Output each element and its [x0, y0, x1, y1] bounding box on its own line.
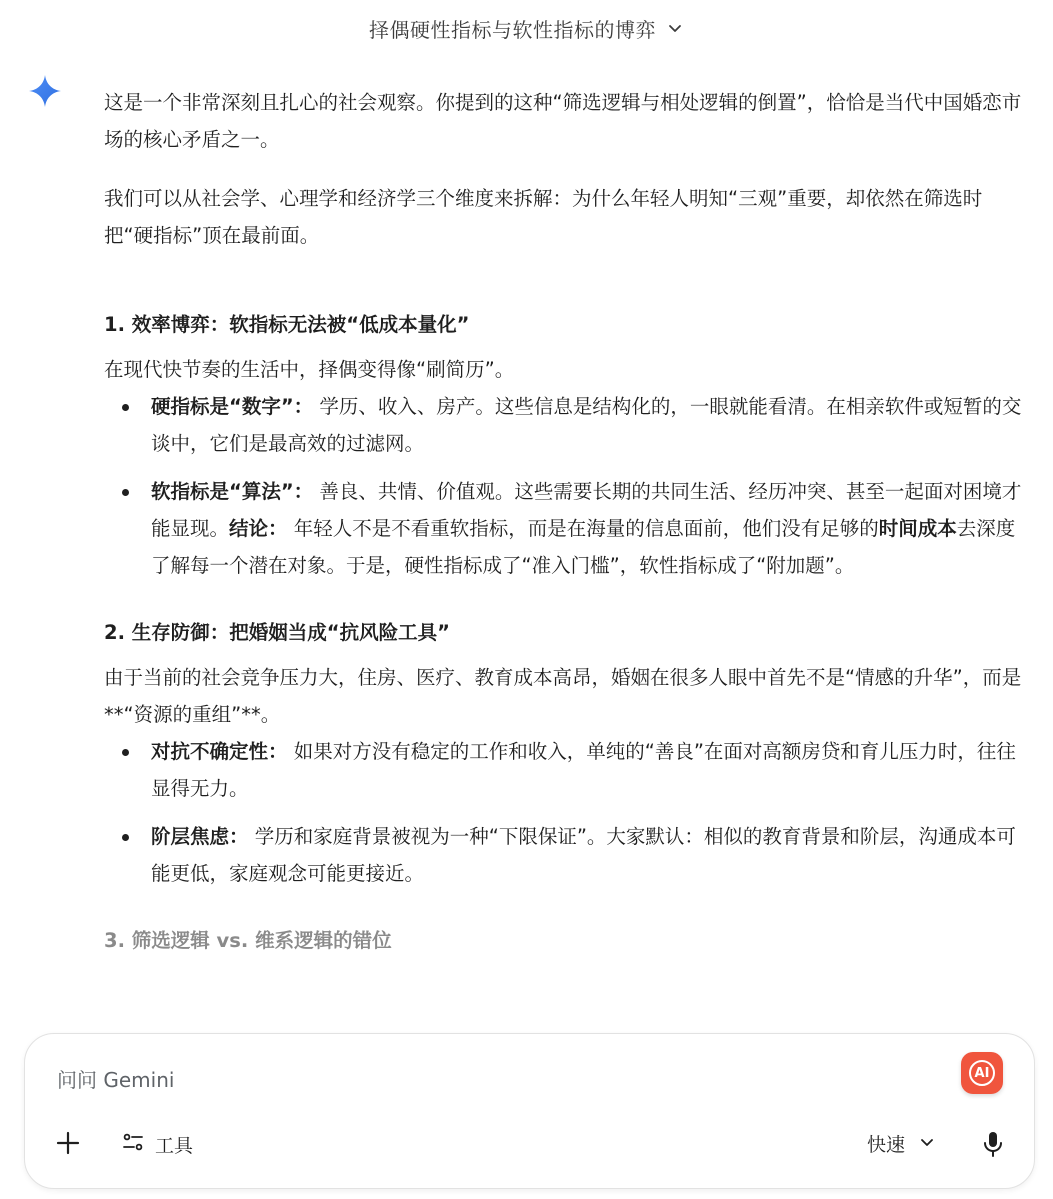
bullet-label: 对抗不确定性：	[151, 740, 288, 763]
ai-badge-label: AI	[969, 1060, 995, 1086]
tools-icon	[121, 1130, 145, 1158]
bullet-text: 去深度了解每一个潜在对象。于是，硬性指标成了“准入门槛”，软性指标成了“附加题”。	[151, 517, 1016, 577]
bullet-label: 阶层焦虑：	[151, 825, 249, 848]
section-heading: 2. 生存防御：把婚姻当成“抗风险工具”	[104, 621, 450, 644]
bullet-text: 年轻人不是不看重软指标，而是在海量的信息面前，他们没有足够的	[287, 517, 879, 540]
bullet-text: 如果对方没有稳定的工作和收入，单纯的“善良”在面对高额房贷和育儿压力时，往往显得无力。	[151, 740, 1016, 800]
prompt-composer[interactable]	[24, 1033, 1035, 1189]
section-heading: 1. 效率博弈：软指标无法被“低成本量化”	[104, 313, 470, 336]
tools-button[interactable]	[121, 1130, 193, 1158]
response-paragraph: 我们可以从社会学、心理学和经济学三个维度来拆解：为什么年轻人明知“三观”重要，却依然在筛选时把“硬指标”顶在最前面。	[104, 187, 983, 247]
bullet-text: 学历和家庭背景被视为一种“下限保证”。大家默认：相似的教育背景和阶层，沟通成本可能更低，家庭观念可能更接近。	[151, 825, 1016, 885]
bullet-text: 善良、共情、价值观。这些需要长期的共同生活、经历冲突、甚至一起面对困境才能显现。	[151, 480, 1022, 540]
bullet-label: 硬指标是“数字”：	[151, 395, 314, 418]
conversation-title-dropdown[interactable]	[369, 14, 684, 43]
ai-assistant-badge[interactable]	[961, 1052, 1003, 1094]
section-heading: 3. 筛选逻辑 vs. 维系逻辑的错位	[104, 929, 392, 952]
bullet-emphasis: 时间成本	[878, 517, 957, 540]
conclusion-label: 结论：	[229, 517, 288, 540]
add-attachment-button[interactable]	[55, 1130, 81, 1156]
section-intro: 在现代快节奏的生活中，择偶变得像“刷简历”。	[104, 358, 515, 381]
bullet-list	[104, 733, 1024, 892]
bullet-label: 软指标是“算法”：	[151, 480, 314, 503]
tools-label: 工具	[155, 1134, 194, 1157]
list-item	[104, 388, 1024, 462]
bullet-list	[104, 388, 1024, 584]
mode-label: 快速	[867, 1134, 906, 1156]
response-paragraph: 这是一个非常深刻且扎心的社会观察。你提到的这种“筛选逻辑与相处逻辑的倒置”，恰恰是当代中国婚恋市场的核心矛盾之一。	[104, 91, 1022, 151]
top-bar	[0, 0, 1053, 56]
list-item	[104, 818, 1024, 892]
assistant-response	[104, 84, 1024, 959]
list-item	[104, 473, 1024, 584]
chevron-down-icon	[919, 1134, 935, 1154]
prompt-input[interactable]: 问问 Gemini	[57, 1068, 175, 1092]
microphone-icon	[981, 1130, 1005, 1158]
list-item	[104, 733, 1024, 807]
bullet-text: 学历、收入、房产。这些信息是结构化的，一眼就能看清。在相亲软件或短暂的交谈中，它们是最高效的过滤网。	[151, 395, 1022, 455]
section-intro: 由于当前的社会竞争压力大，住房、医疗、教育成本高昂，婚姻在很多人眼中首先不是“情感的升华”，而是**“资源的重组”**。	[104, 666, 1022, 726]
model-mode-dropdown[interactable]	[867, 1130, 935, 1157]
conversation-title: 择偶硬性指标与软性指标的博弈	[369, 17, 656, 42]
gemini-sparkle-icon	[28, 74, 62, 108]
microphone-button[interactable]	[981, 1130, 1005, 1158]
chevron-down-icon	[666, 19, 684, 37]
plus-icon	[55, 1130, 81, 1156]
